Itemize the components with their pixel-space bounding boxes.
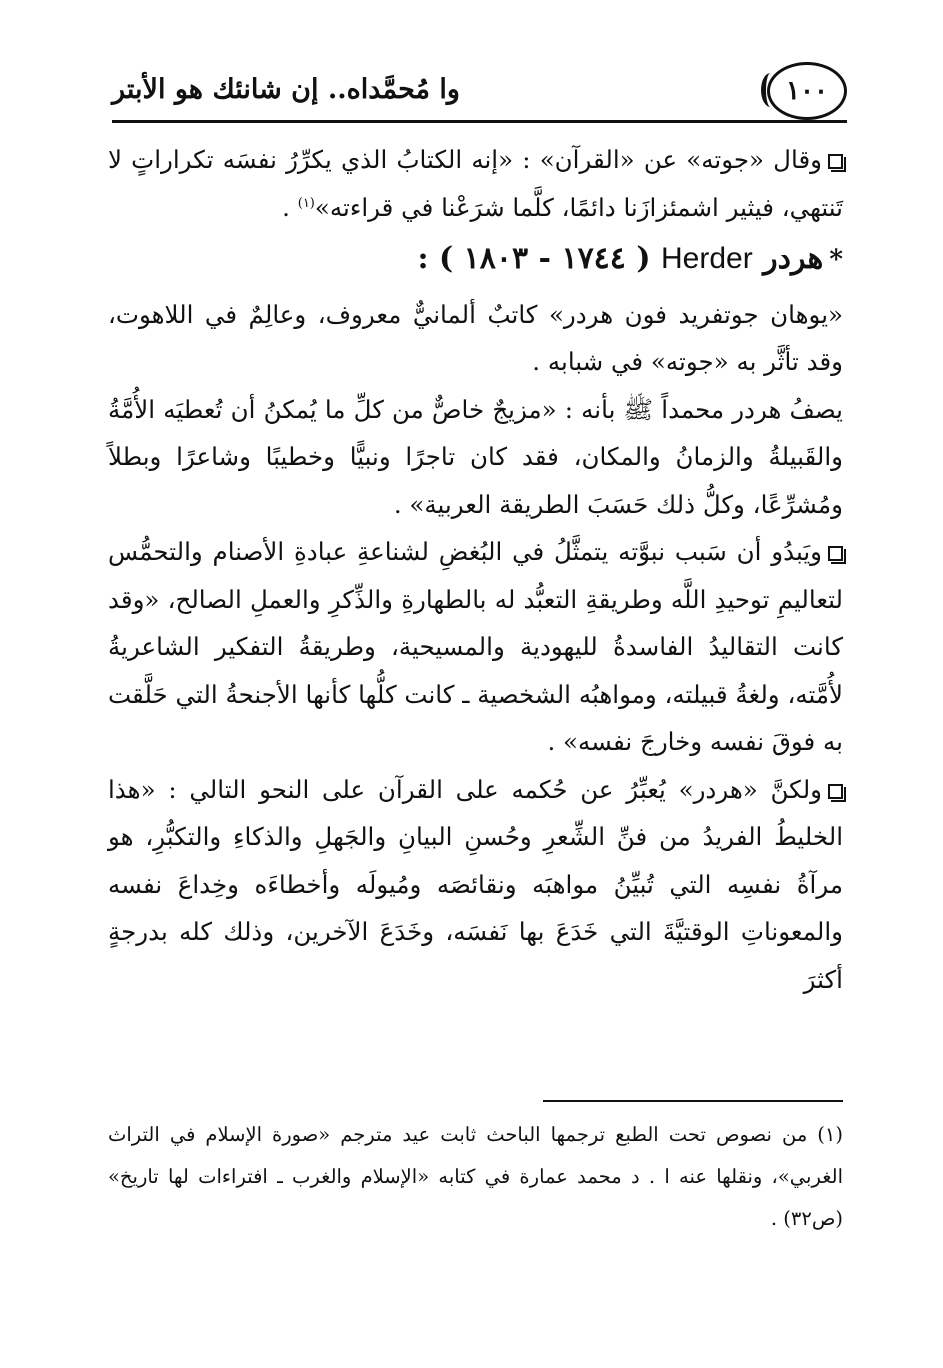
star-icon: *	[829, 245, 843, 275]
paragraph-herder-quran	[108, 766, 843, 1004]
paragraph-goethe-quote	[108, 136, 843, 231]
paragraph-herder-description	[108, 386, 843, 529]
header-rule	[112, 120, 847, 123]
section-heading	[108, 235, 843, 285]
paragraph-text: «يوهان جوتفريد فون هردر» كاتبٌ ألمانيٌّ معروف، وعالِمٌ في اللاهوت، وقد تأثَّر به «جوته» في شبابه .	[108, 299, 843, 376]
page-number: ١٠٠	[767, 62, 847, 120]
paragraph-text: وقال «جوته» عن «القرآن» : «إنه الكتابُ الذي يكرِّرُ نفسَه تكراراتٍ لا تَنتهي، فيثير اشمئزازَنا دائمًا، كلَّما شرَعْنا في قراءته»	[108, 145, 843, 222]
square-bullet-icon	[828, 784, 843, 799]
heading-name-latin: Herder	[661, 242, 753, 275]
square-bullet-icon	[828, 154, 843, 169]
paragraph-text: ولكنَّ «هردر» يُعبِّرُ عن حُكمه على القرآن على النحو التالي : «هذا الخليطُ الفريدُ من فنِّ الشِّعرِ وحُسنِ البيانِ والجَهلِ والذكاءِ والتكبُّرِ، هو مرآةُ نفسِه التي تُبيِّنُ مواهبَه ونقائصَه ومُيولَه وأخطاءَه وخِداعَ نفسه والمعوناتِ الوقتيَّةَ التي خَدَعَ بها نَفسَه، وخَدَعَ الآخرين، وذلك كله بدرجةٍ أكثرَ	[108, 774, 843, 994]
paragraph-text: ويَبدُو أن سَبب نبوَّته يتمثَّلُ في البُغضِ لشناعةِ عبادةِ الأصنام والتحمُّس لتعاليمِ توحيدِ اللَّه وطريقةِ التعبُّد له بالطهارةِ والذِّكرِ والعملِ الصالح، «وقد كانت التقاليدُ الفاسدةُ لليهودية والمسيحية، وطريقةُ التفكير الشاعريةُ لأُمَّته، ولغةُ قبيلته، ومواهبُه الشخصية ـ كانت كلُّها كأنها الأجنحةُ التي حَلَّقت به فوقَ نفسه وخارجَ نفسه» .	[108, 537, 843, 756]
running-title: وا مُحمَّداه.. إن شانئك هو الأبتر	[112, 74, 460, 105]
footnote-rule	[543, 1100, 843, 1102]
footnote: (١) من نصوص تحت الطبع ترجمها الباحث ثابت عيد مترجم «صورة الإسلام في التراث الغربي»، ونقلها عنه ا . د محمد عمارة في كتابه «الإسلام والغرب ـ افتراءات لها تاريخ» (ص٣٢) .	[108, 1123, 843, 1230]
paragraph-prophethood-cause	[108, 528, 843, 766]
paragraph-herder-bio	[108, 291, 843, 386]
body-text	[108, 136, 843, 1003]
paragraph-text: يصفُ هردر محمداً ﷺ بأنه : «مزيجٌ خاصٌّ من كلِّ ما يُمكنُ أن تُعطيَه الأُمَّةُ والقَبيلةُ والزمانُ والمكان، فقد كان تاجرًا ونبيًّا وخطيبًا وشاعرًا وبطلاً ومُشرِّعًا، وكلُّ ذلك حَسَبَ الطريقة العربية» .	[108, 394, 843, 519]
heading-dates: ( ١٧٤٤ - ١٨٠٣ ) :	[417, 241, 651, 276]
footnote-reference: (١)	[297, 195, 315, 211]
square-bullet-icon	[828, 546, 843, 561]
page-header	[112, 60, 847, 126]
paragraph-tail: .	[282, 192, 298, 222]
heading-name-ar: هردر	[763, 241, 824, 276]
